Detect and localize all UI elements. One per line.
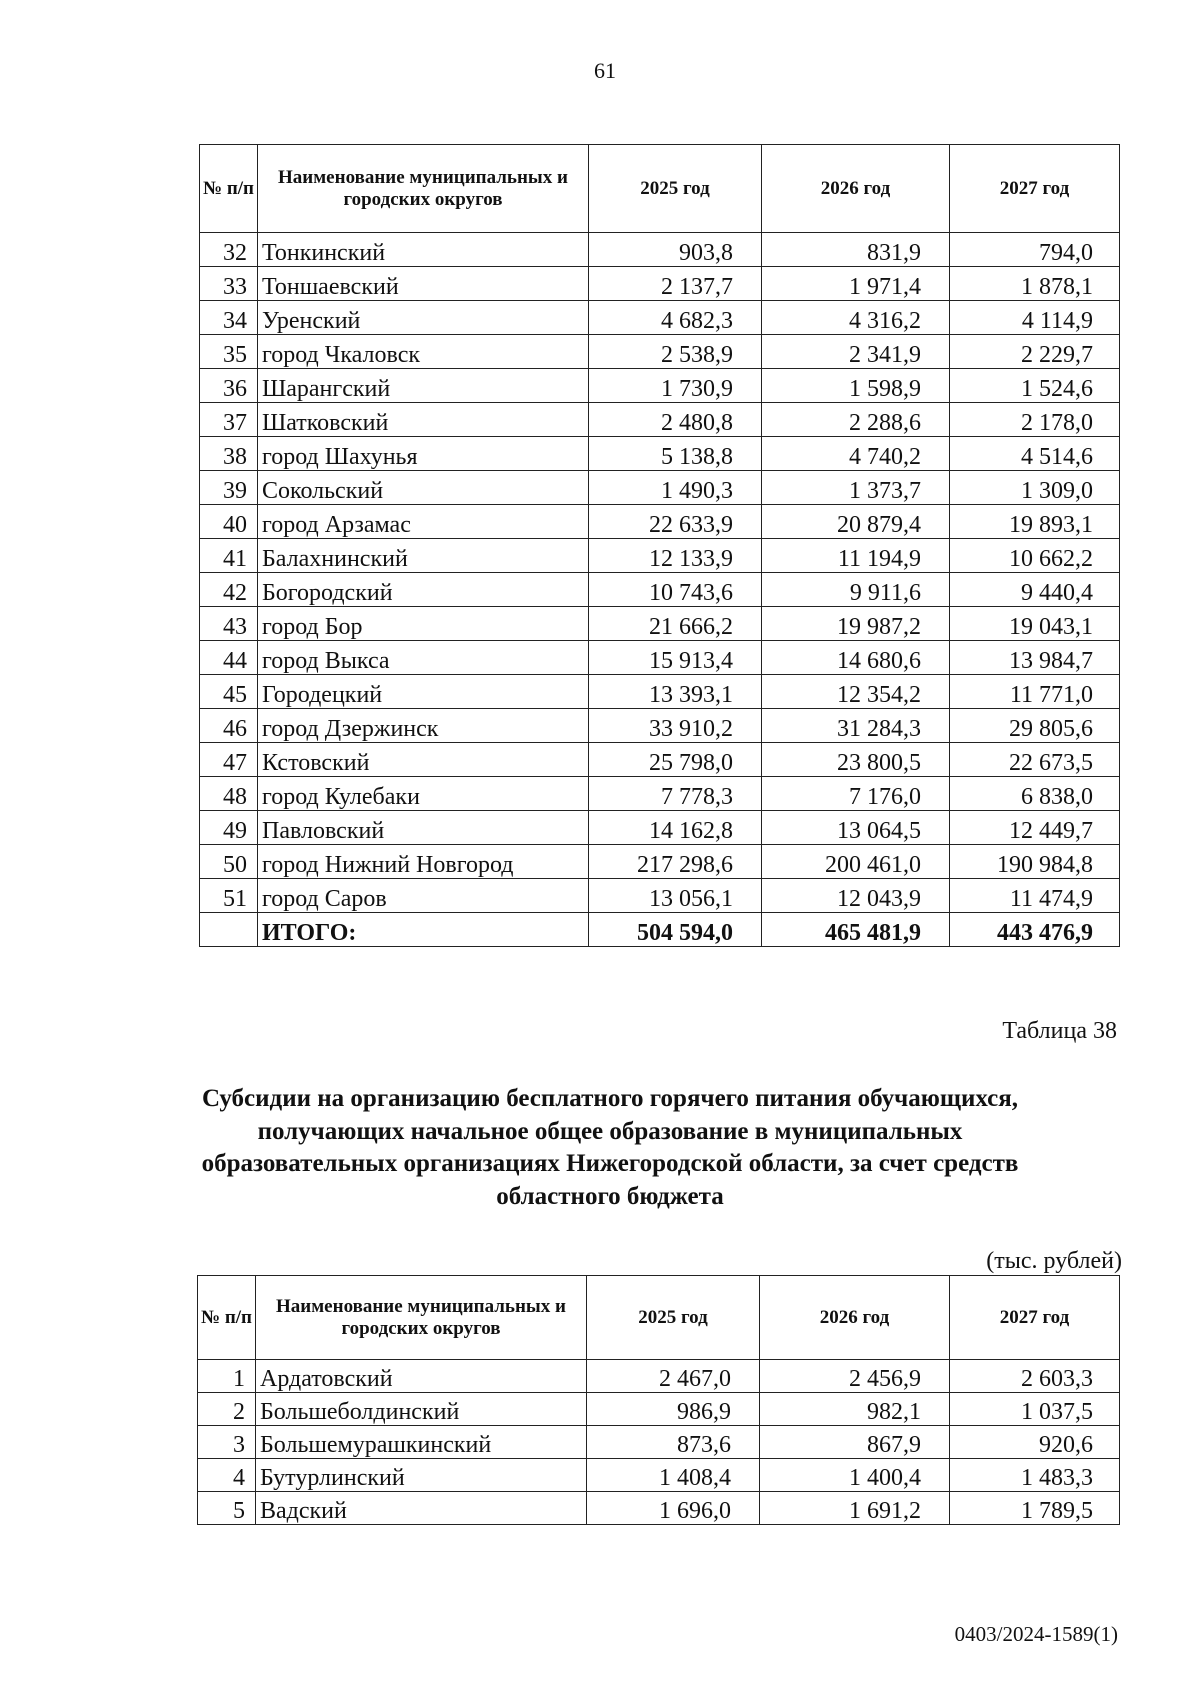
table-row: [200, 777, 1120, 811]
municipality-name: город Саров: [258, 879, 589, 913]
value-2025: 25 798,0: [589, 743, 762, 777]
value-2027: 1 789,5: [950, 1492, 1120, 1525]
value-2027: 6 838,0: [950, 777, 1120, 811]
value-2025: 13 056,1: [589, 879, 762, 913]
value-2026: 1 373,7: [762, 471, 950, 505]
value-2026: 4 316,2: [762, 301, 950, 335]
table-caption: Таблица 38: [1002, 1018, 1117, 1044]
table-row: [200, 233, 1120, 267]
municipality-name: Уренский: [258, 301, 589, 335]
municipality-name: Большемурашкинский: [256, 1426, 587, 1459]
table-row: [200, 369, 1120, 403]
value-2026: 19 987,2: [762, 607, 950, 641]
value-2026: 2 341,9: [762, 335, 950, 369]
value-2026: 9 911,6: [762, 573, 950, 607]
row-number: 33: [200, 267, 258, 301]
value-2026: 7 176,0: [762, 777, 950, 811]
municipality-name: Павловский: [258, 811, 589, 845]
value-2027: 19 043,1: [950, 607, 1120, 641]
municipality-name: Большеболдинский: [256, 1393, 587, 1426]
row-number: 51: [200, 879, 258, 913]
table-row: [198, 1426, 1120, 1459]
row-number: 46: [200, 709, 258, 743]
value-2025: 2 538,9: [589, 335, 762, 369]
value-2027: 11 771,0: [950, 675, 1120, 709]
row-number: 45: [200, 675, 258, 709]
value-2025: 873,6: [587, 1426, 760, 1459]
value-2026: 200 461,0: [762, 845, 950, 879]
table-row: [198, 1492, 1120, 1525]
value-2027: 19 893,1: [950, 505, 1120, 539]
municipality-name: Тонкинский: [258, 233, 589, 267]
value-2027: 13 984,7: [950, 641, 1120, 675]
value-2026: 2 288,6: [762, 403, 950, 437]
value-2027: 2 229,7: [950, 335, 1120, 369]
value-2027: 9 440,4: [950, 573, 1120, 607]
total-2025: 504 594,0: [589, 913, 762, 947]
municipality-name: город Дзержинск: [258, 709, 589, 743]
municipality-name: Вадский: [256, 1492, 587, 1525]
value-2027: 12 449,7: [950, 811, 1120, 845]
value-2026: 23 800,5: [762, 743, 950, 777]
value-2027: 1 878,1: [950, 267, 1120, 301]
value-2026: 31 284,3: [762, 709, 950, 743]
row-number: 34: [200, 301, 258, 335]
table-row: [200, 505, 1120, 539]
table-row: [200, 573, 1120, 607]
value-2026: 11 194,9: [762, 539, 950, 573]
value-2026: 982,1: [760, 1393, 950, 1426]
row-number: 48: [200, 777, 258, 811]
value-2027: 1 483,3: [950, 1459, 1120, 1492]
value-2025: 903,8: [589, 233, 762, 267]
municipality-name: Богородский: [258, 573, 589, 607]
header-num: № п/п: [200, 145, 258, 233]
row-number: 1: [198, 1360, 256, 1393]
value-2025: 4 682,3: [589, 301, 762, 335]
row-number: 50: [200, 845, 258, 879]
municipality-name: Шатковский: [258, 403, 589, 437]
municipality-name: Ардатовский: [256, 1360, 587, 1393]
value-2026: 831,9: [762, 233, 950, 267]
table-row: [200, 267, 1120, 301]
value-2027: 11 474,9: [950, 879, 1120, 913]
page-number: 61: [594, 58, 616, 83]
header-2027: 2027 год: [950, 145, 1120, 233]
table-row: [200, 539, 1120, 573]
table-row: [198, 1360, 1120, 1393]
municipality-name: город Шахунья: [258, 437, 589, 471]
units-label: (тыс. рублей): [986, 1248, 1122, 1274]
header-2025: 2025 год: [587, 1276, 760, 1360]
value-2025: 1 730,9: [589, 369, 762, 403]
value-2027: 22 673,5: [950, 743, 1120, 777]
value-2027: 1 524,6: [950, 369, 1120, 403]
subsidy-table-continued: [199, 144, 1120, 947]
table-row: [200, 811, 1120, 845]
table-row: [200, 709, 1120, 743]
row-number: 49: [200, 811, 258, 845]
table-row: [200, 437, 1120, 471]
value-2026: 20 879,4: [762, 505, 950, 539]
municipality-name: Городецкий: [258, 675, 589, 709]
row-number: 37: [200, 403, 258, 437]
table-row: [200, 301, 1120, 335]
value-2027: 1 309,0: [950, 471, 1120, 505]
municipality-name: город Чкаловск: [258, 335, 589, 369]
value-2026: 867,9: [760, 1426, 950, 1459]
row-number: 47: [200, 743, 258, 777]
municipality-name: город Кулебаки: [258, 777, 589, 811]
row-number: 43: [200, 607, 258, 641]
row-number: 35: [200, 335, 258, 369]
value-2025: 2 137,7: [589, 267, 762, 301]
value-2026: 12 354,2: [762, 675, 950, 709]
table-row: [200, 675, 1120, 709]
value-2025: 14 162,8: [589, 811, 762, 845]
table-row: [200, 471, 1120, 505]
value-2025: 1 696,0: [587, 1492, 760, 1525]
value-2026: 1 598,9: [762, 369, 950, 403]
row-number: 40: [200, 505, 258, 539]
header-name: Наименование муниципальных и городских округов: [256, 1276, 587, 1360]
table-row: [200, 335, 1120, 369]
row-number: 2: [198, 1393, 256, 1426]
municipality-name: город Выкса: [258, 641, 589, 675]
hot-meal-subsidy-table: [197, 1275, 1120, 1525]
value-2026: 13 064,5: [762, 811, 950, 845]
value-2027: 10 662,2: [950, 539, 1120, 573]
municipality-name: Балахнинский: [258, 539, 589, 573]
value-2025: 22 633,9: [589, 505, 762, 539]
municipality-name: Сокольский: [258, 471, 589, 505]
value-2025: 217 298,6: [589, 845, 762, 879]
value-2027: 794,0: [950, 233, 1120, 267]
row-number: 38: [200, 437, 258, 471]
municipality-name: Шарангский: [258, 369, 589, 403]
document-code: 0403/2024-1589(1): [954, 1622, 1118, 1646]
row-number: 36: [200, 369, 258, 403]
header-2027: 2027 год: [950, 1276, 1120, 1360]
table-row: [200, 845, 1120, 879]
table-row: [198, 1459, 1120, 1492]
table-row: [200, 403, 1120, 437]
value-2025: 1 490,3: [589, 471, 762, 505]
value-2026: 1 691,2: [760, 1492, 950, 1525]
municipality-name: Бутурлинский: [256, 1459, 587, 1492]
value-2027: 4 514,6: [950, 437, 1120, 471]
value-2025: 10 743,6: [589, 573, 762, 607]
row-number: 42: [200, 573, 258, 607]
value-2025: 986,9: [587, 1393, 760, 1426]
table-row: [200, 641, 1120, 675]
value-2026: 12 043,9: [762, 879, 950, 913]
table-row: [198, 1393, 1120, 1426]
table-row: [200, 743, 1120, 777]
value-2025: 1 408,4: [587, 1459, 760, 1492]
municipality-name: Тоншаевский: [258, 267, 589, 301]
municipality-name: город Нижний Новгород: [258, 845, 589, 879]
value-2025: 7 778,3: [589, 777, 762, 811]
header-2026: 2026 год: [762, 145, 950, 233]
row-number: 39: [200, 471, 258, 505]
total-2026: 465 481,9: [762, 913, 950, 947]
total-row: [200, 913, 1120, 947]
header-num: № п/п: [198, 1276, 256, 1360]
row-number: 32: [200, 233, 258, 267]
value-2027: 1 037,5: [950, 1393, 1120, 1426]
value-2025: 21 666,2: [589, 607, 762, 641]
total-label: ИТОГО:: [258, 913, 589, 947]
table-header-row: [200, 145, 1120, 233]
table-title: Субсидии на организацию бесплатного горячего питания обучающихся, получающих начальное общее образование в муниципальных образовательных организациях Нижегородской области, за счет средств областного бюджета: [201, 1085, 1019, 1210]
header-2026: 2026 год: [760, 1276, 950, 1360]
row-number: 5: [198, 1492, 256, 1525]
value-2027: 2 603,3: [950, 1360, 1120, 1393]
value-2026: 4 740,2: [762, 437, 950, 471]
value-2025: 12 133,9: [589, 539, 762, 573]
value-2026: 1 971,4: [762, 267, 950, 301]
total-2027: 443 476,9: [950, 913, 1120, 947]
value-2026: 1 400,4: [760, 1459, 950, 1492]
municipality-name: город Бор: [258, 607, 589, 641]
value-2026: 2 456,9: [760, 1360, 950, 1393]
row-number: 4: [198, 1459, 256, 1492]
row-number: 41: [200, 539, 258, 573]
value-2026: 14 680,6: [762, 641, 950, 675]
total-empty-cell: [200, 913, 258, 947]
municipality-name: Кстовский: [258, 743, 589, 777]
municipality-name: город Арзамас: [258, 505, 589, 539]
value-2027: 920,6: [950, 1426, 1120, 1459]
table-row: [200, 607, 1120, 641]
table-row: [200, 879, 1120, 913]
value-2027: 190 984,8: [950, 845, 1120, 879]
value-2025: 33 910,2: [589, 709, 762, 743]
value-2025: 15 913,4: [589, 641, 762, 675]
value-2027: 4 114,9: [950, 301, 1120, 335]
header-2025: 2025 год: [589, 145, 762, 233]
row-number: 44: [200, 641, 258, 675]
value-2027: 2 178,0: [950, 403, 1120, 437]
table-header-row: [198, 1276, 1120, 1360]
header-name: Наименование муниципальных и городских округов: [258, 145, 589, 233]
value-2025: 13 393,1: [589, 675, 762, 709]
row-number: 3: [198, 1426, 256, 1459]
value-2025: 5 138,8: [589, 437, 762, 471]
value-2025: 2 480,8: [589, 403, 762, 437]
value-2025: 2 467,0: [587, 1360, 760, 1393]
value-2027: 29 805,6: [950, 709, 1120, 743]
